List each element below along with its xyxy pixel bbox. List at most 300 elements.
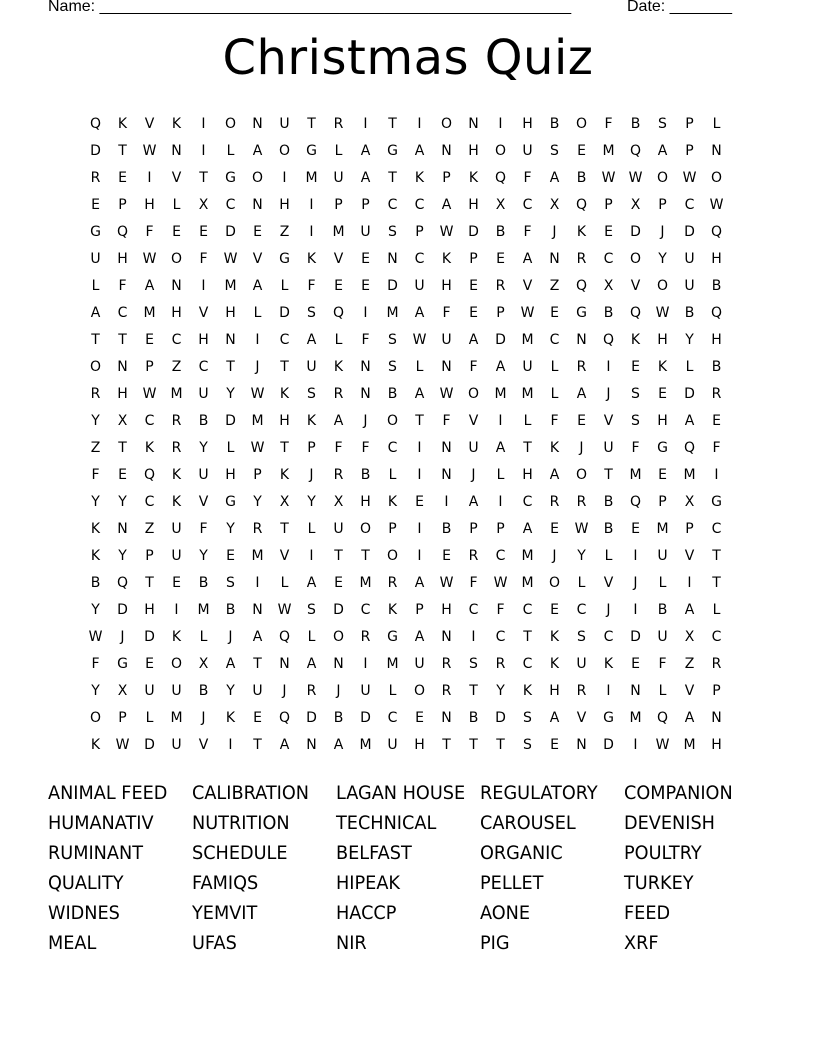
grid-letter: L	[712, 602, 721, 618]
grid-letter: P	[496, 521, 505, 537]
grid-letter: C	[360, 602, 371, 618]
grid-letter: W	[574, 521, 589, 537]
grid-letter: P	[469, 251, 478, 267]
grid-letter: Q	[710, 224, 723, 240]
grid-letter: X	[630, 197, 641, 213]
grid-letter: E	[172, 224, 181, 240]
grid-letter: P	[307, 440, 316, 456]
grid-letter: E	[415, 494, 424, 510]
grid-letter: K	[333, 359, 344, 375]
grid-letter: U	[522, 359, 533, 375]
grid-letter: A	[468, 494, 479, 510]
grid-letter: J	[255, 359, 260, 375]
word-list-item: POULTRY	[624, 842, 702, 864]
grid-letter: Y	[199, 440, 208, 456]
grid-letter: E	[253, 224, 262, 240]
grid-letter: G	[576, 305, 587, 321]
grid-letter: F	[469, 575, 478, 591]
grid-letter: N	[711, 143, 722, 159]
grid-letter: B	[333, 710, 344, 726]
grid-letter: D	[279, 305, 290, 321]
grid-letter: A	[549, 170, 560, 186]
grid-letter: F	[199, 521, 208, 537]
grid-letter: K	[279, 467, 290, 483]
grid-letter: B	[495, 224, 506, 240]
grid-letter: R	[333, 467, 344, 483]
grid-letter: Q	[278, 710, 291, 726]
grid-letter: M	[494, 386, 507, 402]
grid-letter: K	[441, 251, 452, 267]
grid-letter: P	[685, 521, 694, 537]
grid-letter: V	[171, 170, 182, 186]
grid-letter: O	[359, 521, 372, 537]
grid-letter: C	[387, 710, 398, 726]
grid-letter: V	[198, 737, 209, 753]
grid-letter: B	[387, 386, 398, 402]
grid-letter: C	[144, 494, 155, 510]
grid-letter: S	[631, 386, 640, 402]
word-list	[48, 778, 768, 958]
grid-letter: T	[712, 575, 721, 591]
grid-letter: I	[201, 143, 206, 159]
grid-letter: D	[333, 602, 344, 618]
letter-grid	[82, 111, 730, 759]
grid-letter: C	[522, 494, 533, 510]
grid-letter: I	[417, 548, 422, 564]
grid-letter: L	[226, 440, 235, 456]
grid-letter: M	[521, 548, 534, 564]
grid-letter: P	[361, 197, 370, 213]
grid-letter: Y	[253, 494, 262, 510]
grid-letter: S	[388, 224, 397, 240]
grid-letter: O	[656, 170, 669, 186]
grid-letter: S	[658, 116, 667, 132]
grid-letter: I	[201, 278, 206, 294]
grid-letter: U	[279, 116, 290, 132]
grid-letter: M	[602, 143, 615, 159]
grid-letter: L	[415, 359, 424, 375]
grid-letter: L	[523, 413, 532, 429]
grid-letter: D	[468, 224, 479, 240]
grid-letter: J	[552, 224, 557, 240]
grid-letter: H	[144, 602, 155, 618]
grid-letter: R	[576, 494, 587, 510]
grid-letter: O	[629, 251, 642, 267]
grid-letter: V	[630, 278, 641, 294]
grid-letter: I	[417, 467, 422, 483]
grid-letter: F	[442, 413, 451, 429]
grid-letter: P	[145, 548, 154, 564]
grid-letter: S	[388, 359, 397, 375]
grid-letter: P	[118, 710, 127, 726]
grid-letter: M	[683, 467, 696, 483]
grid-letter: L	[280, 278, 289, 294]
grid-letter: Y	[91, 683, 100, 699]
grid-letter: K	[171, 467, 182, 483]
grid-letter: C	[414, 197, 425, 213]
grid-letter: P	[685, 143, 694, 159]
grid-letter: C	[711, 629, 722, 645]
grid-letter: L	[550, 386, 559, 402]
grid-letter: Y	[118, 548, 127, 564]
grid-letter: T	[118, 143, 127, 159]
grid-letter: H	[279, 197, 290, 213]
grid-letter: W	[682, 170, 697, 186]
grid-letter: F	[658, 656, 667, 672]
grid-letter: Y	[91, 413, 100, 429]
grid-letter: V	[198, 494, 209, 510]
grid-letter: H	[711, 737, 722, 753]
grid-letter: P	[712, 683, 721, 699]
grid-letter: O	[575, 467, 588, 483]
grid-letter: K	[225, 710, 236, 726]
grid-letter: R	[711, 386, 722, 402]
grid-letter: U	[468, 440, 479, 456]
grid-letter: J	[606, 386, 611, 402]
grid-letter: X	[684, 629, 695, 645]
grid-letter: A	[441, 197, 452, 213]
word-list-item: SCHEDULE	[192, 842, 288, 864]
grid-letter: T	[280, 521, 289, 537]
grid-letter: L	[577, 575, 586, 591]
grid-letter: R	[360, 629, 371, 645]
grid-letter: Q	[116, 575, 129, 591]
grid-letter: I	[282, 170, 287, 186]
grid-letter: W	[439, 575, 454, 591]
grid-letter: T	[118, 332, 127, 348]
grid-letter: E	[361, 278, 370, 294]
grid-letter: T	[388, 170, 397, 186]
grid-letter: I	[498, 116, 503, 132]
grid-letter: F	[469, 359, 478, 375]
grid-letter: Z	[549, 278, 560, 294]
grid-letter: E	[658, 467, 667, 483]
grid-letter: V	[468, 413, 479, 429]
grid-letter: M	[359, 737, 372, 753]
word-list-item: UFAS	[192, 932, 237, 954]
grid-letter: A	[549, 710, 560, 726]
grid-letter: H	[360, 494, 371, 510]
grid-letter: A	[549, 467, 560, 483]
grid-letter: B	[360, 467, 371, 483]
grid-letter: T	[712, 548, 721, 564]
grid-letter: G	[279, 251, 290, 267]
grid-letter: Z	[144, 521, 155, 537]
grid-letter: A	[306, 656, 317, 672]
grid-letter: I	[714, 467, 719, 483]
grid-letter: A	[144, 278, 155, 294]
grid-letter: Q	[332, 305, 345, 321]
grid-letter: A	[333, 737, 344, 753]
grid-letter: I	[255, 332, 260, 348]
grid-letter: E	[712, 413, 721, 429]
grid-letter: T	[523, 440, 532, 456]
grid-letter: E	[334, 575, 343, 591]
name-line: Name: _____________________________________________________	[48, 0, 572, 15]
grid-letter: I	[147, 170, 152, 186]
grid-letter: K	[387, 602, 398, 618]
grid-letter: L	[334, 143, 343, 159]
grid-letter: L	[307, 521, 316, 537]
grid-letter: P	[415, 602, 424, 618]
grid-letter: B	[603, 305, 614, 321]
grid-letter: V	[603, 575, 614, 591]
grid-letter: C	[171, 332, 182, 348]
grid-letter: O	[575, 116, 588, 132]
grid-letter: G	[225, 494, 236, 510]
grid-letter: I	[606, 359, 611, 375]
grid-letter: I	[444, 494, 449, 510]
grid-letter: T	[442, 737, 451, 753]
grid-letter: D	[117, 602, 128, 618]
grid-letter: E	[253, 710, 262, 726]
grid-letter: U	[414, 278, 425, 294]
grid-letter: W	[88, 629, 103, 645]
grid-letter: A	[684, 602, 695, 618]
grid-letter: S	[577, 629, 586, 645]
grid-letter: W	[277, 602, 292, 618]
grid-letter: M	[683, 737, 696, 753]
grid-letter: V	[522, 278, 533, 294]
grid-letter: E	[442, 548, 451, 564]
grid-letter: F	[496, 602, 505, 618]
grid-letter: E	[226, 548, 235, 564]
grid-letter: R	[468, 548, 479, 564]
word-list-item: YEMVIT	[192, 902, 258, 924]
grid-letter: C	[225, 197, 236, 213]
grid-letter: W	[115, 737, 130, 753]
grid-letter: I	[633, 737, 638, 753]
grid-letter: N	[252, 602, 263, 618]
grid-letter: S	[226, 575, 235, 591]
grid-letter: Q	[278, 629, 291, 645]
grid-letter: H	[117, 251, 128, 267]
grid-letter: J	[633, 575, 638, 591]
grid-letter: M	[521, 332, 534, 348]
grid-letter: K	[414, 170, 425, 186]
grid-letter: F	[199, 251, 208, 267]
grid-letter: E	[577, 413, 586, 429]
grid-letter: K	[171, 494, 182, 510]
grid-letter: R	[576, 359, 587, 375]
grid-letter: A	[360, 143, 371, 159]
grid-letter: Q	[656, 710, 669, 726]
grid-letter: R	[576, 683, 587, 699]
grid-letter: N	[279, 656, 290, 672]
grid-letter: E	[550, 305, 559, 321]
grid-letter: F	[361, 440, 370, 456]
grid-letter: N	[441, 359, 452, 375]
word-list-item: PELLET	[480, 872, 544, 894]
grid-letter: T	[280, 440, 289, 456]
grid-letter: Q	[143, 467, 156, 483]
grid-letter: K	[117, 116, 128, 132]
grid-letter: M	[197, 602, 210, 618]
grid-letter: T	[388, 116, 397, 132]
grid-letter: D	[603, 737, 614, 753]
grid-letter: A	[468, 332, 479, 348]
grid-letter: B	[630, 116, 641, 132]
grid-letter: C	[603, 251, 614, 267]
grid-letter: K	[603, 656, 614, 672]
grid-letter: O	[494, 143, 507, 159]
grid-letter: T	[280, 359, 289, 375]
grid-letter: K	[576, 224, 587, 240]
grid-letter: J	[579, 440, 584, 456]
grid-letter: N	[468, 116, 479, 132]
grid-letter: Y	[577, 548, 586, 564]
grid-letter: T	[145, 575, 154, 591]
grid-letter: D	[495, 332, 506, 348]
grid-letter: C	[279, 332, 290, 348]
grid-letter: S	[469, 656, 478, 672]
grid-letter: H	[441, 278, 452, 294]
grid-letter: A	[522, 521, 533, 537]
grid-letter: P	[145, 359, 154, 375]
grid-letter: N	[441, 440, 452, 456]
grid-letter: E	[604, 224, 613, 240]
grid-letter: M	[251, 413, 264, 429]
grid-letter: K	[522, 683, 533, 699]
grid-letter: C	[711, 521, 722, 537]
grid-letter: V	[252, 251, 263, 267]
grid-letter: X	[333, 494, 344, 510]
grid-letter: M	[224, 278, 237, 294]
grid-letter: A	[414, 575, 425, 591]
grid-letter: N	[117, 359, 128, 375]
grid-letter: Z	[171, 359, 182, 375]
grid-letter: U	[441, 332, 452, 348]
grid-letter: A	[306, 332, 317, 348]
grid-letter: W	[142, 251, 157, 267]
word-list-item: HUMANATIV	[48, 812, 154, 834]
grid-letter: Q	[629, 305, 642, 321]
grid-letter: W	[142, 386, 157, 402]
grid-letter: K	[549, 656, 560, 672]
grid-letter: L	[145, 710, 154, 726]
grid-letter: F	[91, 467, 100, 483]
grid-letter: B	[198, 683, 209, 699]
grid-letter: E	[199, 224, 208, 240]
word-list-item: WIDNES	[48, 902, 120, 924]
grid-letter: X	[117, 683, 128, 699]
grid-letter: L	[604, 548, 613, 564]
grid-letter: E	[550, 737, 559, 753]
grid-letter: P	[388, 521, 397, 537]
grid-letter: H	[522, 116, 533, 132]
grid-letter: H	[468, 197, 479, 213]
grid-letter: N	[171, 278, 182, 294]
grid-letter: Q	[575, 197, 588, 213]
grid-letter: C	[414, 251, 425, 267]
grid-letter: U	[90, 251, 101, 267]
grid-letter: N	[711, 710, 722, 726]
grid-letter: C	[495, 629, 506, 645]
grid-letter: Q	[116, 224, 129, 240]
grid-letter: E	[361, 251, 370, 267]
grid-letter: U	[657, 629, 668, 645]
grid-letter: G	[387, 143, 398, 159]
grid-letter: T	[523, 629, 532, 645]
grid-letter: U	[684, 278, 695, 294]
grid-letter: U	[144, 683, 155, 699]
grid-letter: F	[334, 440, 343, 456]
grid-letter: N	[225, 332, 236, 348]
grid-letter: C	[468, 602, 479, 618]
grid-letter: E	[550, 521, 559, 537]
grid-letter: P	[469, 521, 478, 537]
grid-letter: S	[388, 332, 397, 348]
word-list-item: AONE	[480, 902, 531, 924]
grid-letter: A	[90, 305, 101, 321]
grid-letter: N	[576, 737, 587, 753]
grid-letter: K	[171, 629, 182, 645]
grid-letter: C	[387, 197, 398, 213]
word-list-item: CAROUSEL	[480, 812, 576, 834]
grid-letter: O	[710, 170, 723, 186]
grid-letter: R	[495, 656, 506, 672]
grid-letter: I	[201, 116, 206, 132]
grid-letter: N	[441, 143, 452, 159]
grid-letter: I	[174, 602, 179, 618]
grid-letter: B	[198, 575, 209, 591]
grid-letter: E	[631, 359, 640, 375]
grid-letter: H	[657, 332, 668, 348]
grid-letter: X	[198, 197, 209, 213]
grid-letter: K	[387, 494, 398, 510]
grid-letter: Y	[226, 386, 235, 402]
word-list-item: LAGAN HOUSE	[336, 782, 466, 804]
grid-letter: K	[90, 737, 101, 753]
grid-letter: A	[333, 413, 344, 429]
date-line: Date: _______	[627, 0, 732, 15]
grid-letter: L	[658, 575, 667, 591]
grid-letter: O	[170, 656, 183, 672]
grid-letter: W	[601, 170, 616, 186]
grid-letter: E	[658, 386, 667, 402]
grid-letter: D	[630, 224, 641, 240]
grid-letter: J	[228, 629, 233, 645]
grid-letter: C	[198, 359, 209, 375]
grid-letter: C	[522, 656, 533, 672]
grid-letter: O	[548, 575, 561, 591]
grid-letter: O	[440, 116, 453, 132]
grid-letter: Y	[226, 521, 235, 537]
grid-letter: B	[576, 170, 587, 186]
word-list-item: FAMIQS	[192, 872, 259, 894]
grid-letter: O	[386, 548, 399, 564]
grid-letter: M	[251, 548, 264, 564]
grid-letter: T	[307, 116, 316, 132]
grid-letter: N	[360, 386, 371, 402]
grid-letter: R	[387, 575, 398, 591]
grid-letter: H	[225, 467, 236, 483]
grid-letter: C	[576, 602, 587, 618]
grid-letter: B	[684, 305, 695, 321]
grid-letter: U	[252, 683, 263, 699]
grid-letter: O	[332, 629, 345, 645]
grid-letter: A	[684, 413, 695, 429]
grid-letter: E	[118, 170, 127, 186]
grid-letter: I	[363, 656, 368, 672]
grid-letter: F	[631, 440, 640, 456]
grid-letter: Q	[89, 116, 102, 132]
grid-letter: B	[603, 521, 614, 537]
grid-letter: I	[471, 629, 476, 645]
grid-letter: Q	[710, 305, 723, 321]
grid-letter: D	[90, 143, 101, 159]
grid-letter: C	[495, 548, 506, 564]
